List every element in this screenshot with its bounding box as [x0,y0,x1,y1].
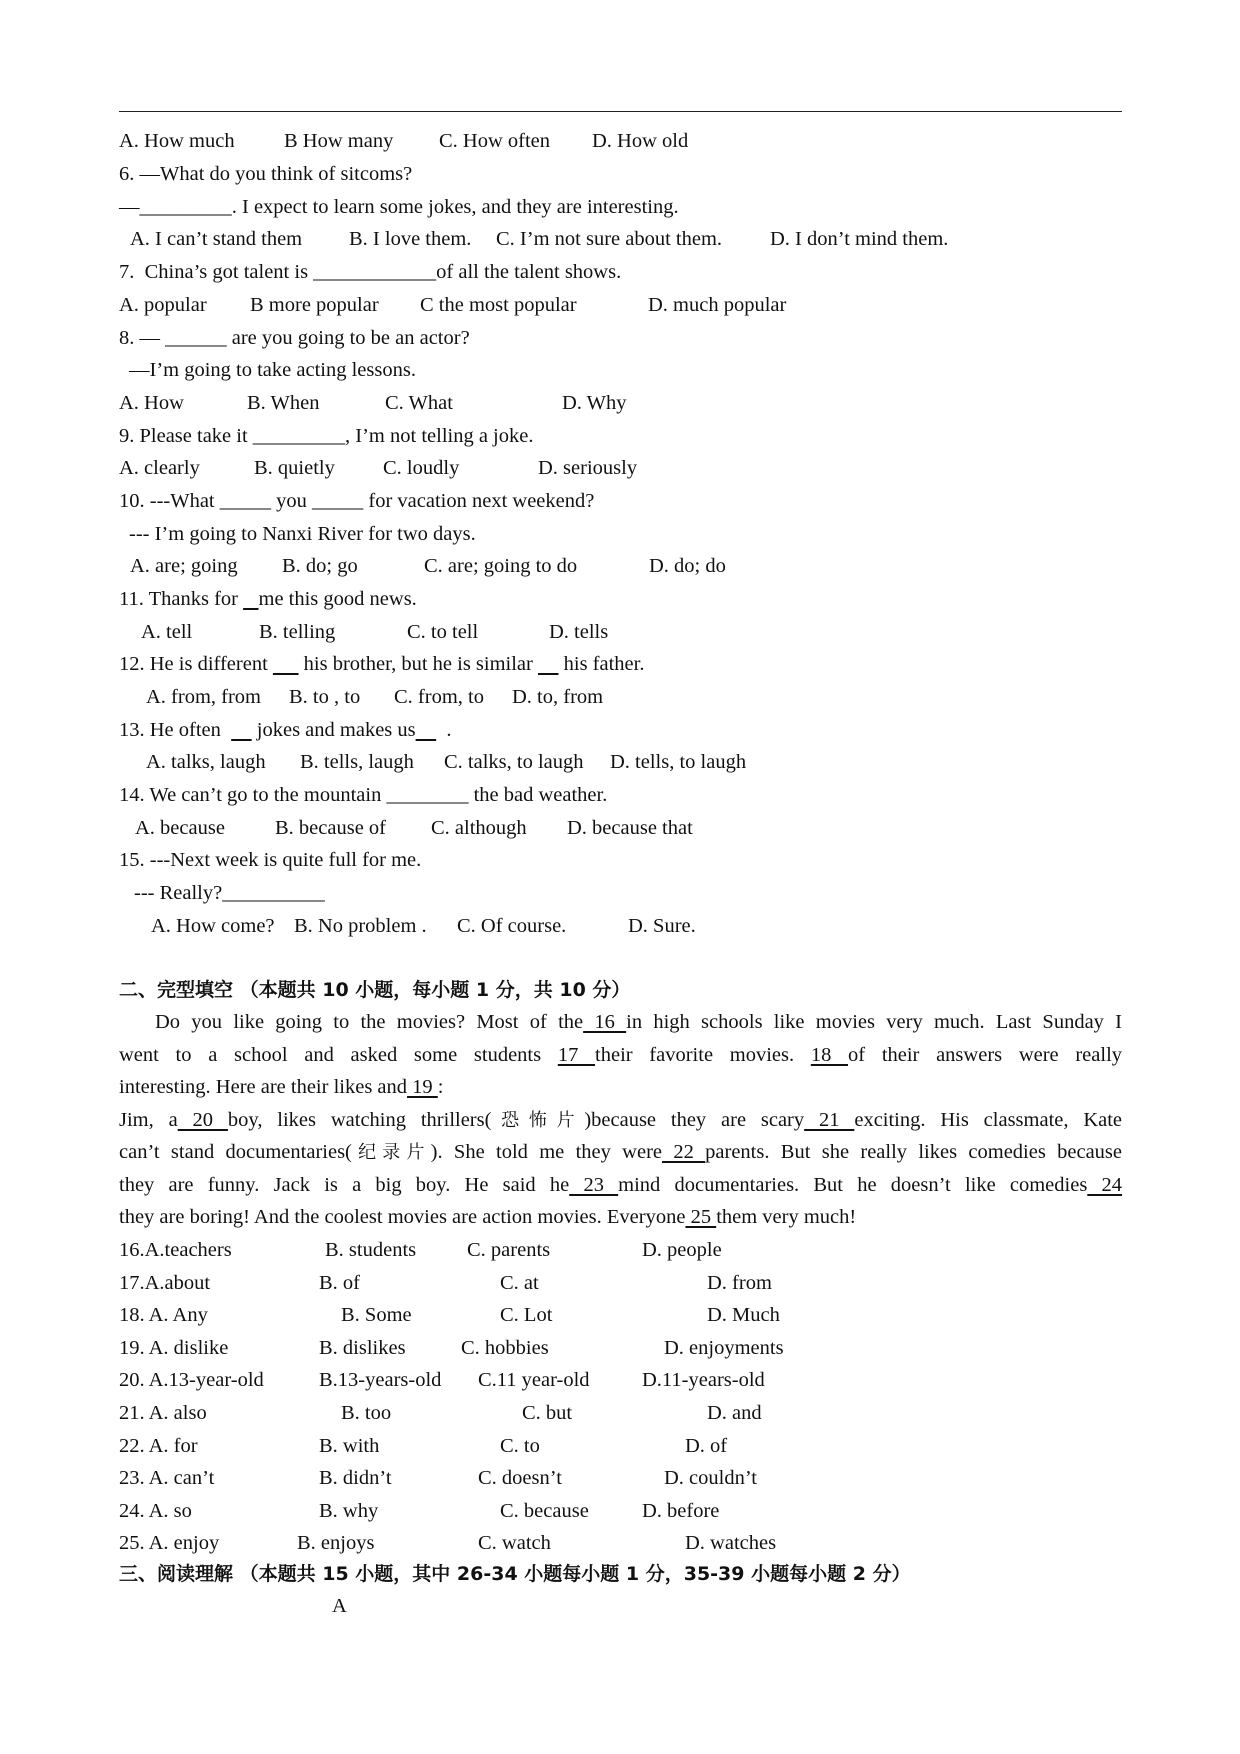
cloze-blank: 19 [407,1076,438,1098]
cloze-option: D. from [707,1271,772,1294]
cloze-option: 19. A. dislike [119,1336,229,1359]
cloze-blank: 20 [177,1109,228,1131]
q13-option-a: A. talks, laugh [146,751,266,773]
cloze-option: 20. A.13-year-old [119,1369,264,1392]
q10-option-b: B. do; go [282,555,358,577]
cloze-option: D. watches [685,1532,777,1555]
q10-reply: --- I’m going to Nanxi River for two days. [129,523,476,545]
cloze-option: 21. A. also [119,1402,207,1424]
q9-option-a: A. clearly [119,457,200,479]
passage-text: they are funny. Jack is a big boy. He said he [119,1174,570,1196]
passage-line [119,1010,1122,1034]
q6-option-a: A. I can’t stand them [130,228,303,250]
cloze-option: 17.A.about [119,1271,211,1294]
passage-line [119,1075,1122,1099]
q13-stem-text: 13. He often [119,719,232,741]
cloze-option: 25. A. enjoy [119,1532,220,1555]
q8-option-b: B. When [247,392,320,414]
cloze-option: D. before [642,1499,720,1522]
q15-option-c: C. Of course. [457,915,567,937]
passage-label: A [332,1595,347,1617]
q11-option-b: B. telling [259,621,336,643]
q6-reply [119,195,679,219]
q13-option-d: D. tells, to laugh [610,751,747,773]
passage-text: their favorite movies. [595,1044,811,1066]
passage-text: : [437,1076,444,1098]
q13-blank-1 [231,719,252,741]
cloze-option: 23. A. can’t [119,1467,215,1490]
q7-stem [119,260,621,284]
cloze-option: C. at [500,1271,539,1294]
passage-line [119,1043,1122,1067]
passage-text: )because they are scary [584,1109,805,1131]
cloze-option: B. students [325,1239,417,1261]
cloze-option: B. with [319,1434,380,1457]
passage-text: boy, likes watching thrillers( [227,1109,492,1131]
q8-stem: 8. — ______ are you going to be an actor? [119,327,470,349]
q13-stem-end: . [436,719,452,741]
passage-text: them very much! [716,1206,857,1228]
q11-blank [243,588,258,610]
cloze-option: B. Some [341,1304,412,1327]
passage-line [119,1173,1122,1197]
q5-option-b: B How many [284,130,394,152]
q14-option-b: B. because of [275,817,386,839]
q6-option-b: B. I love them. [349,228,472,250]
cloze-option: B. why [319,1499,379,1522]
passage-text: went to a school and asked some students [119,1044,558,1066]
passage-text: Jim, a [119,1109,178,1131]
cloze-option: 22. A. for [119,1434,198,1457]
passage-text: they are boring! And the coolest movies are action movies. Everyone [119,1206,686,1228]
passage-text: ). She told me they were [430,1141,663,1163]
cloze-option: B. enjoys [297,1532,375,1555]
cloze-blank: 24 [1087,1174,1123,1196]
q6-option-d: D. I don’t mind them. [770,228,949,250]
section2-heading: 二、完型填空 （本题共 10 小题，每小题 1 分，共 10 分） [119,979,631,1001]
cloze-blank: 23 [569,1174,619,1196]
cloze-option: D. and [707,1402,762,1424]
q6-stem: 6. —What do you think of sitcoms? [119,163,413,185]
q6-option-c: C. I’m not sure about them. [496,228,723,250]
cloze-option: C. doesn’t [478,1467,562,1490]
q12-stem-middle: his brother, but he is similar [298,653,538,675]
q13-blank-2 [416,719,437,741]
q8-option-c: C. What [385,392,453,414]
passage-text: in high schools like movies very much. Last Sunday I [626,1011,1122,1033]
cloze-option: D. of [685,1434,728,1457]
cloze-option: 16.A.teachers [119,1239,232,1261]
q7-option-c: C the most popular [420,294,577,316]
q12-stem [119,652,644,676]
q8-option-d: D. Why [562,392,627,414]
cloze-option: B. didn’t [319,1467,392,1490]
q9-stem: 9. Please take it _________, I’m not telling a joke. [119,425,534,447]
cloze-option: C. watch [478,1532,551,1555]
q7-blank: ____________ [313,261,437,283]
cloze-option: B. of [319,1271,360,1294]
q10-option-d: D. do; do [649,555,726,577]
q13-stem-middle: jokes and makes us [251,719,416,741]
section3-heading: 三、阅读理解 （本题共 15 小题，其中 26-34 小题每小题 1 分，35-39 小题每小题 2 分） [119,1563,911,1585]
q8-reply: —I’m going to take acting lessons. [129,359,416,381]
cloze-option: C. to [500,1434,540,1457]
cloze-blank: 18 [810,1044,849,1066]
passage-text: can’t stand documentaries( [119,1141,352,1163]
cloze-option: B. too [341,1402,392,1424]
cloze-option: C. but [522,1402,573,1424]
cloze-option: 18. A. Any [119,1304,208,1327]
q11-option-d: D. tells [549,621,609,643]
q9-option-c: C. loudly [383,457,460,479]
cloze-blank: 25 [685,1206,717,1228]
q10-option-c: C. are; going to do [424,555,578,577]
q7-stem-end: of all the talent shows. [436,261,622,283]
q7-option-b: B more popular [250,294,379,316]
passage-line [119,1108,1122,1133]
q12-stem-text: 12. He is different [119,653,273,675]
cloze-option: C. parents [467,1239,551,1261]
q12-stem-end: his father. [558,653,645,675]
q15-reply: --- Really?__________ [134,882,325,904]
q9-option-d: D. seriously [538,457,638,479]
cloze-option: C.11 year-old [478,1369,590,1392]
q12-option-b: B. to , to [289,686,361,708]
passage-line [119,1140,1122,1165]
q13-stem [119,718,452,742]
passage-text: of their answers were really [848,1044,1123,1066]
q7-option-a: A. popular [119,294,207,316]
q12-option-c: C. from, to [394,686,484,708]
q15-option-b: B. No problem . [294,915,427,937]
q14-stem: 14. We can’t go to the mountain ________ the bad weather. [119,784,608,806]
passage-text: exciting. His classmate, Kate [854,1109,1123,1131]
q9-option-b: B. quietly [254,457,335,479]
q14-option-c: C. although [431,817,527,839]
cloze-blank: 22 [662,1141,706,1163]
q11-stem [119,587,417,611]
passage-text: parents. But she really likes comedies because [705,1141,1123,1163]
cloze-option: C. because [500,1499,589,1522]
cloze-option: D. couldn’t [664,1467,758,1490]
q15-stem: 15. ---Next week is quite full for me. [119,849,422,871]
passage-text: interesting. Here are their likes and [119,1076,408,1098]
passage-text: mind documentaries. But he doesn’t like comedies [618,1174,1088,1196]
header-rule [119,111,1122,112]
passage-text: 恐怖片 [491,1110,585,1131]
cloze-option: 24. A. so [119,1499,192,1522]
q12-option-d: D. to, from [512,686,604,708]
q6-blank: —_________ [119,196,232,218]
q11-option-a: A. tell [141,621,193,643]
cloze-blank: 21 [804,1109,855,1131]
passage-text: 纪录片 [351,1142,431,1163]
q10-option-a: A. are; going [130,555,238,577]
cloze-option: D. people [642,1239,722,1261]
q7-stem-text: 7. China’s got talent is [119,261,314,283]
q14-option-a: A. because [135,817,225,839]
q13-option-c: C. talks, to laugh [444,751,584,773]
q10-stem: 10. ---What _____ you _____ for vacation next weekend? [119,490,595,512]
cloze-option: C. hobbies [461,1336,549,1359]
q11-stem-end: me this good news. [258,588,417,610]
q12-blank-2 [538,653,559,675]
passage-text: Do you like going to the movies? Most of the [155,1011,584,1033]
q12-option-a: A. from, from [146,686,262,708]
q15-option-a: A. How come? [151,915,275,937]
cloze-option: D.11-years-old [642,1369,765,1392]
q12-blank-1 [273,653,299,675]
q13-option-b: B. tells, laugh [300,751,414,773]
q11-option-c: C. to tell [407,621,479,643]
q11-stem-text: 11. Thanks for [119,588,244,610]
cloze-option: D. enjoyments [664,1336,784,1359]
q5-option-c: C. How often [439,130,551,152]
q14-option-d: D. because that [567,817,693,839]
cloze-option: B.13-years-old [319,1369,442,1392]
cloze-option: B. dislikes [319,1336,406,1359]
cloze-option: D. Much [707,1304,780,1327]
cloze-blank: 17 [557,1044,596,1066]
passage-line [119,1205,1122,1229]
q6-reply-text: . I expect to learn some jokes, and they are interesting. [231,196,679,218]
cloze-blank: 16 [583,1011,627,1033]
q5-option-d: D. How old [592,130,689,152]
q5-option-a: A. How much [119,130,235,152]
cloze-option: C. Lot [500,1304,553,1327]
q8-option-a: A. How [119,392,184,414]
q15-option-d: D. Sure. [628,915,696,937]
q7-option-d: D. much popular [648,294,787,316]
